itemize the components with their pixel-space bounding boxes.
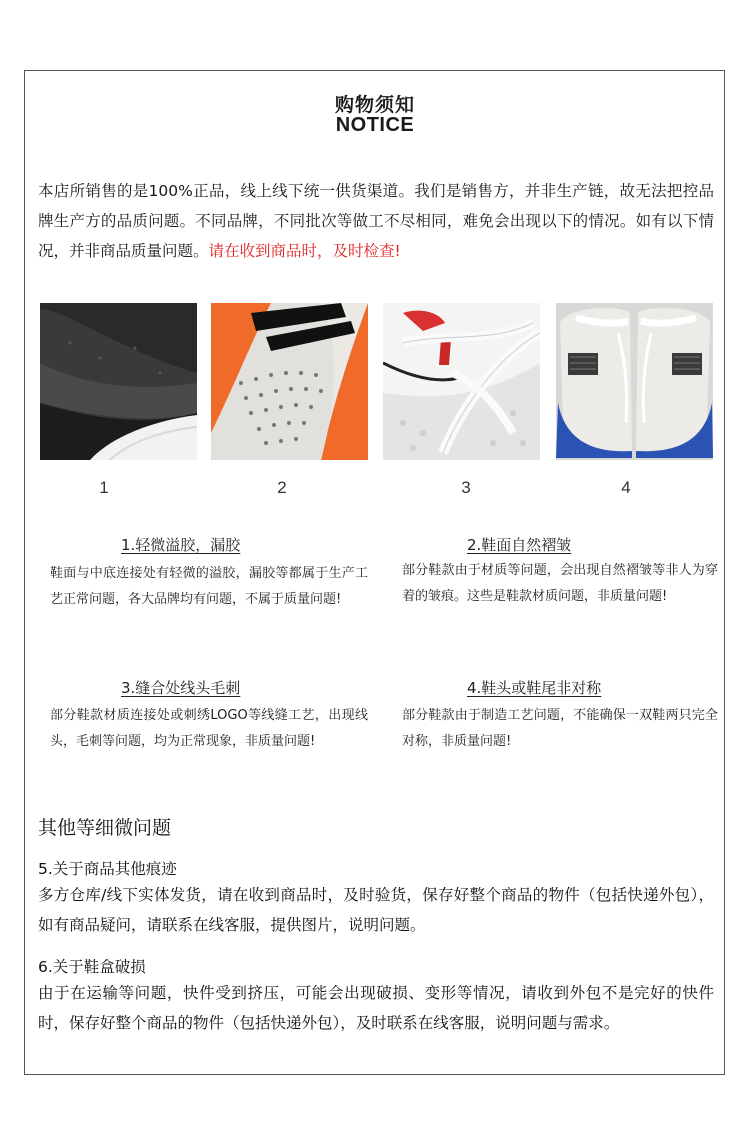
section-5-text: 多方仓库/线下实体发货，请在收到商品时，及时验货，保存好整个商品的物件（包括快递外包），如有商品疑问，请联系在线客服，提供图片，说明问题。	[38, 886, 714, 934]
photo-number-3: 3	[461, 478, 471, 497]
item-1-title: 1.轻微溢胶，漏胶	[121, 536, 241, 554]
item-3-desc: 部分鞋款材质连接处或刺绣LOGO等线缝工艺，出现线头，毛刺等问题，均为正常现象，非质量问题!	[50, 708, 368, 749]
loose-thread-photo	[383, 303, 540, 460]
other-issues-heading: 其他等细微问题	[38, 817, 172, 839]
notice-title-cn: 购物须知	[334, 94, 415, 116]
item-1-desc: 鞋面与中底连接处有轻微的溢胶，漏胶等都属于生产工艺正常问题，各大品牌均有问题，不属于质量问题!	[50, 566, 368, 607]
section-6-title: 6.关于鞋盒破损	[38, 958, 146, 976]
item-2-title: 2.鞋面自然褶皱	[467, 536, 572, 554]
item-3-title: 3.缝合处线头毛刺	[121, 679, 241, 697]
photo-number-2: 2	[277, 478, 287, 497]
item-4-desc: 部分鞋款由于制造工艺问题，不能确保一双鞋两只完全对称，非质量问题!	[402, 708, 718, 749]
item-4-title: 4.鞋头或鞋尾非对称	[467, 679, 602, 697]
upper-crease-photo	[211, 303, 368, 460]
intro-warning: 请在收到商品时，及时检查!	[208, 242, 401, 260]
intro-text: 本店所销售的是100%正品，线上线下统一供货渠道。我们是销售方，并非生产链，故无法把控品牌生产方的品质问题。不同品牌，不同批次等做工不尽相同，难免会出现以下的情况。如有以下情况，并非商品质量问题。	[38, 182, 714, 260]
photo-number-4: 4	[621, 478, 631, 497]
section-5-title: 5.关于商品其他痕迹	[38, 860, 177, 878]
glue-overflow-photo	[40, 303, 197, 460]
intro-paragraph	[38, 176, 714, 266]
photo-number-1: 1	[99, 478, 109, 497]
notice-title-en: NOTICE	[335, 114, 415, 136]
section-6-text: 由于在运输等问题，快件受到挤压，可能会出现破损、变形等情况，请收到外包不是完好的快件时，保存好整个商品的物件（包括快递外包），及时联系在线客服，说明问题与需求。	[38, 984, 714, 1032]
asymmetry-photo	[556, 303, 713, 460]
item-2-desc: 部分鞋款由于材质等问题，会出现自然褶皱等非人为穿着的皱痕。这些是鞋款材质问题，非质量问题!	[402, 563, 718, 604]
